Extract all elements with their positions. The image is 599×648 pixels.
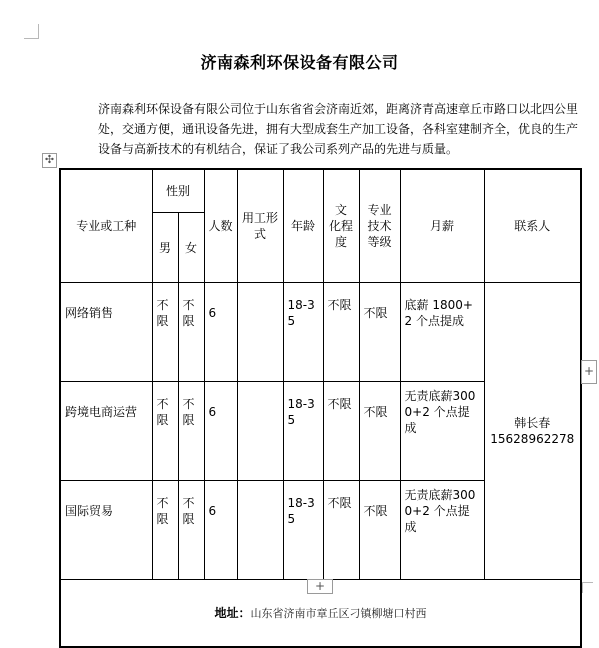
row-female: 不限 (178, 283, 204, 382)
row-female: 不限 (178, 481, 204, 580)
contact-phone: 15628962278 (490, 432, 575, 446)
header-contact: 联系人 (484, 169, 581, 283)
add-column-button[interactable]: + (581, 360, 597, 384)
job-table (59, 168, 582, 648)
header-education (323, 169, 359, 283)
row-tech-level: 不限 (359, 382, 400, 481)
row-male: 不限 (152, 481, 178, 580)
row-count: 6 (204, 382, 237, 481)
header-education-line-3: 度 (335, 235, 348, 249)
page-corner-bottom-right (582, 582, 593, 593)
row-female: 不限 (178, 382, 204, 481)
table-row (60, 283, 581, 382)
row-education: 不限 (323, 382, 359, 481)
header-salary: 月薪 (400, 169, 484, 283)
row-age: 18-35 (283, 382, 323, 481)
address-label: 地址： (214, 605, 251, 620)
row-male: 不限 (152, 283, 178, 382)
row-salary: 底薪 1800+2 个点提成 (400, 283, 484, 382)
add-row-button[interactable]: + (307, 579, 333, 594)
row-major: 网络销售 (60, 283, 152, 382)
row-hours (237, 382, 283, 481)
header-education-line-2: 化程 (329, 219, 354, 233)
row-education: 不限 (323, 283, 359, 382)
header-count: 人数 (204, 169, 237, 283)
row-hours (237, 481, 283, 580)
row-male: 不限 (152, 382, 178, 481)
row-hours (237, 283, 283, 382)
contact-name: 韩长春 (514, 416, 551, 430)
header-gender: 性别 (152, 169, 204, 213)
header-male: 男 (152, 213, 178, 283)
header-major: 专业或工种 (60, 169, 152, 283)
row-count: 6 (204, 283, 237, 382)
page-corner-top-left (24, 24, 39, 39)
row-tech-level: 不限 (359, 283, 400, 382)
header-age: 年龄 (283, 169, 323, 283)
table-move-handle-icon[interactable]: ✣ (42, 153, 57, 168)
document-title: 济南森利环保设备有限公司 (200, 53, 399, 72)
row-major: 国际贸易 (60, 481, 152, 580)
row-age: 18-35 (283, 283, 323, 382)
row-count: 6 (204, 481, 237, 580)
header-hours: 用工形式 (237, 169, 283, 283)
address-value: 山东省济南市章丘区刁镇柳塘口村西 (250, 606, 427, 620)
row-salary: 无责底薪3000+2 个点提成 (400, 382, 484, 481)
intro-paragraph: 济南森利环保设备有限公司位于山东省省会济南近郊，距离济青高速章丘市路口以北四公里处，交通方便，通讯设备先进，拥有大型成套生产加工设备，各科室建制齐全，优良的生产设备与高新技术的有机结合，保证了我公司系列产品的先进与质量。 (98, 102, 579, 156)
row-age: 18-35 (283, 481, 323, 580)
row-tech-level: 不限 (359, 481, 400, 580)
header-education-line-1: 文 (335, 203, 348, 217)
header-tech-level: 专业技术等级 (359, 169, 400, 283)
row-education: 不限 (323, 481, 359, 580)
row-major: 跨境电商运营 (60, 382, 152, 481)
header-female: 女 (178, 213, 204, 283)
contact-cell (484, 283, 581, 580)
row-salary: 无责底薪3000+2 个点提成 (400, 481, 484, 580)
